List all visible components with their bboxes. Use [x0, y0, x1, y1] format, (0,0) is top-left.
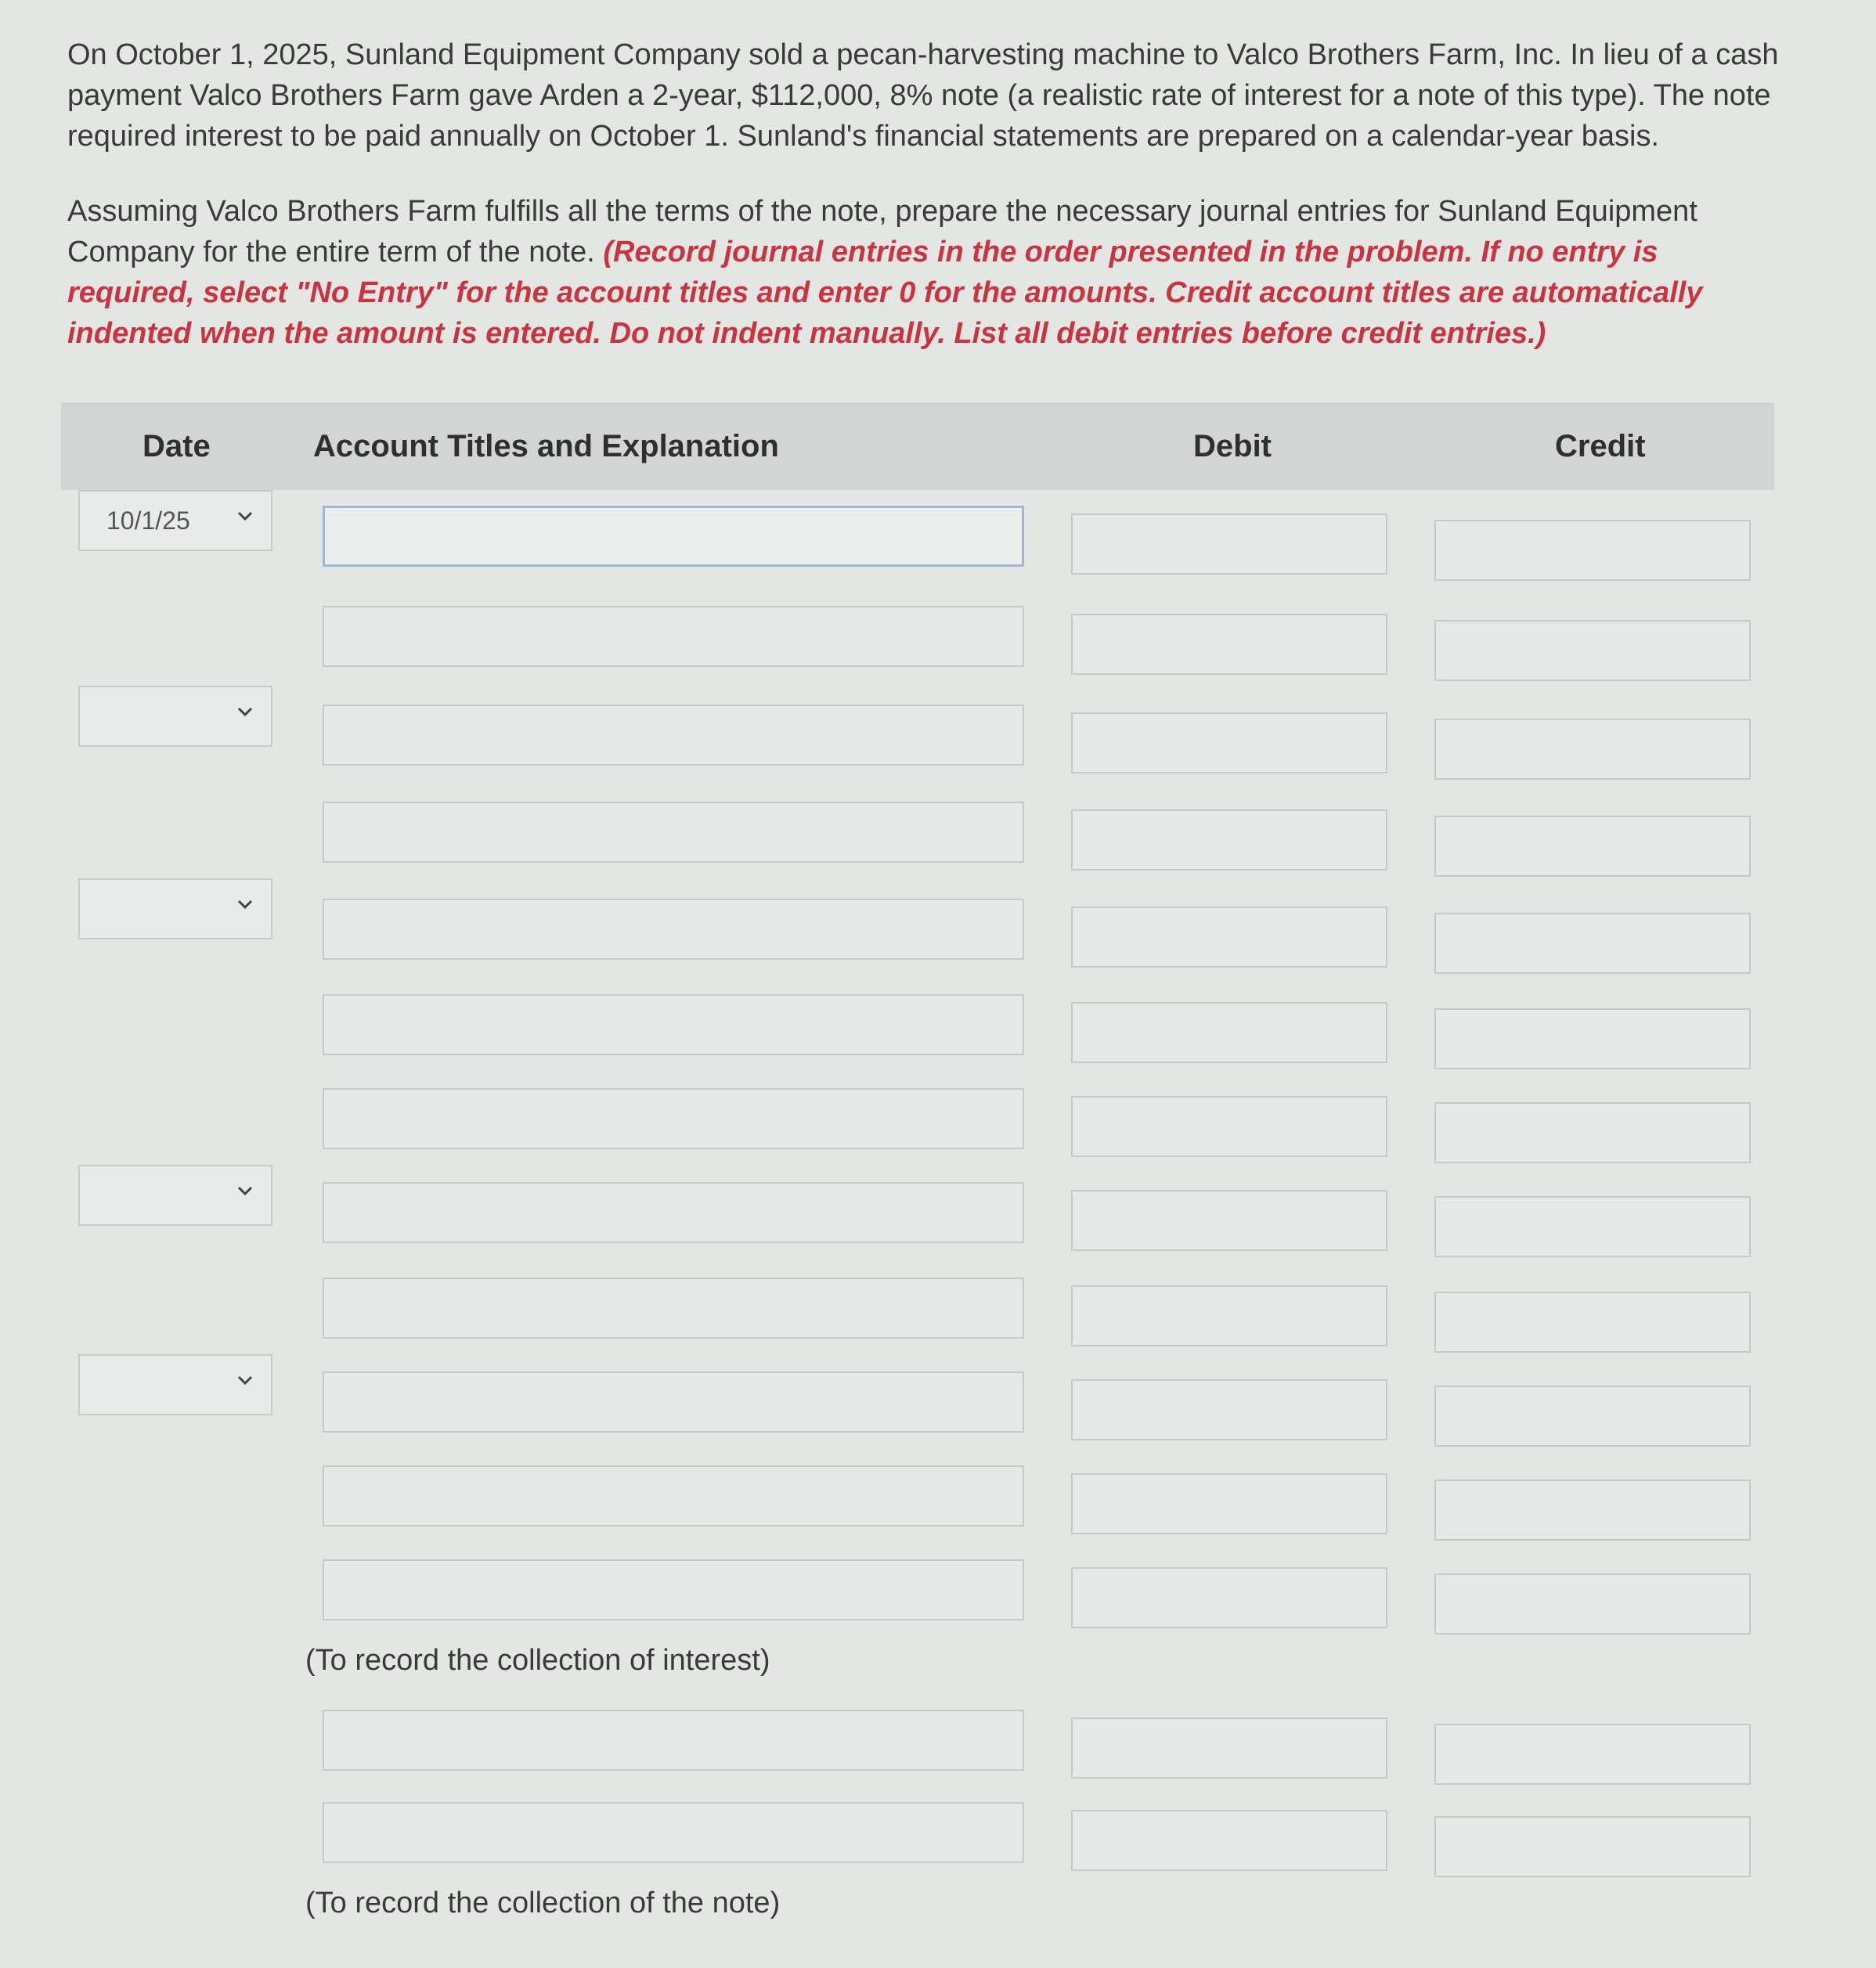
date-select-2[interactable] [78, 686, 272, 747]
debit-input[interactable] [1071, 1379, 1387, 1440]
debit-input[interactable] [1071, 712, 1387, 773]
credit-input[interactable] [1434, 816, 1751, 877]
debit-input[interactable] [1071, 1717, 1387, 1779]
note-interest-explanation: (To record the collection of interest) [305, 1644, 770, 1677]
debit-input[interactable] [1071, 907, 1387, 968]
problem-paragraph-2 [67, 191, 1790, 354]
date-select-5[interactable] [78, 1354, 272, 1415]
credit-input[interactable] [1434, 1573, 1751, 1635]
chevron-down-icon [236, 703, 254, 720]
credit-input[interactable] [1434, 1008, 1751, 1069]
account-title-input[interactable] [323, 1371, 1024, 1433]
account-title-input[interactable] [323, 1182, 1024, 1243]
debit-input[interactable] [1071, 1567, 1387, 1628]
account-title-input[interactable] [323, 994, 1024, 1055]
debit-input[interactable] [1071, 1810, 1387, 1871]
credit-input[interactable] [1434, 620, 1751, 681]
problem-statement [67, 34, 1790, 388]
account-title-input[interactable] [323, 1465, 1024, 1526]
chevron-down-icon [236, 507, 254, 524]
date-select-1[interactable] [78, 490, 272, 551]
credit-input[interactable] [1434, 719, 1751, 780]
date-select-value: 10/1/25 [106, 506, 190, 535]
debit-input[interactable] [1071, 514, 1387, 575]
header-account-titles: Account Titles and Explanation [313, 429, 779, 463]
header-debit: Debit [1193, 429, 1272, 463]
problem-paragraph-1: On October 1, 2025, Sunland Equipment Company sold a pecan-harvesting machine to Valco Brothers Farm, Inc. In lieu of a cash payment Valco Brothers Farm gave Arden a 2-year, $112,000, 8% note (a realistic rate of interest for a note of this type). The note required interest to be paid annually on October 1. Sunland's financial statements are prepared on a calendar-year basis. [67, 38, 1779, 153]
account-title-input[interactable] [323, 1710, 1024, 1771]
debit-input[interactable] [1071, 1190, 1387, 1251]
account-title-input[interactable] [323, 899, 1024, 960]
credit-input[interactable] [1434, 913, 1751, 974]
account-title-input[interactable] [323, 1559, 1024, 1620]
account-title-input[interactable] [323, 1278, 1024, 1339]
account-title-input[interactable] [323, 705, 1024, 766]
credit-input[interactable] [1434, 1480, 1751, 1541]
credit-input[interactable] [1434, 1816, 1751, 1877]
account-title-input[interactable] [323, 1802, 1024, 1863]
credit-input[interactable] [1434, 1102, 1751, 1163]
header-credit: Credit [1555, 429, 1646, 463]
chevron-down-icon [236, 896, 254, 913]
credit-input[interactable] [1434, 1196, 1751, 1257]
date-select-3[interactable] [78, 878, 272, 939]
chevron-down-icon [236, 1182, 254, 1199]
debit-input[interactable] [1071, 1285, 1387, 1346]
note-collection-explanation: (To record the collection of the note) [305, 1887, 781, 1919]
chevron-down-icon [236, 1371, 254, 1389]
debit-input[interactable] [1071, 614, 1387, 675]
credit-input[interactable] [1434, 1724, 1751, 1785]
account-title-input[interactable] [323, 506, 1024, 567]
debit-input[interactable] [1071, 809, 1387, 870]
credit-input[interactable] [1434, 1292, 1751, 1353]
credit-input[interactable] [1434, 1386, 1751, 1447]
debit-input[interactable] [1071, 1002, 1387, 1063]
account-title-input[interactable] [323, 1088, 1024, 1149]
credit-input[interactable] [1434, 520, 1751, 581]
problem-paragraph-2-text: Assuming Valco Brothers Farm fulfills all the terms of the note, prepare the necessary journal entries for Sunland Equipment Company for the entire term of the note. [67, 195, 1697, 269]
account-title-input[interactable] [323, 606, 1024, 667]
date-select-4[interactable] [78, 1165, 272, 1226]
header-date: Date [143, 429, 211, 463]
journal-table-header [61, 402, 1774, 490]
debit-input[interactable] [1071, 1473, 1387, 1534]
problem-instructions: (Record journal entries in the order presented in the problem. If no entry is required, select "No Entry" for the account titles and enter 0 for the amounts. Credit account titles are automatically indented when the amount is entered. Do not indent manually. List all debit entries before credit entries.) [67, 236, 1703, 350]
account-title-input[interactable] [323, 802, 1024, 863]
debit-input[interactable] [1071, 1096, 1387, 1157]
